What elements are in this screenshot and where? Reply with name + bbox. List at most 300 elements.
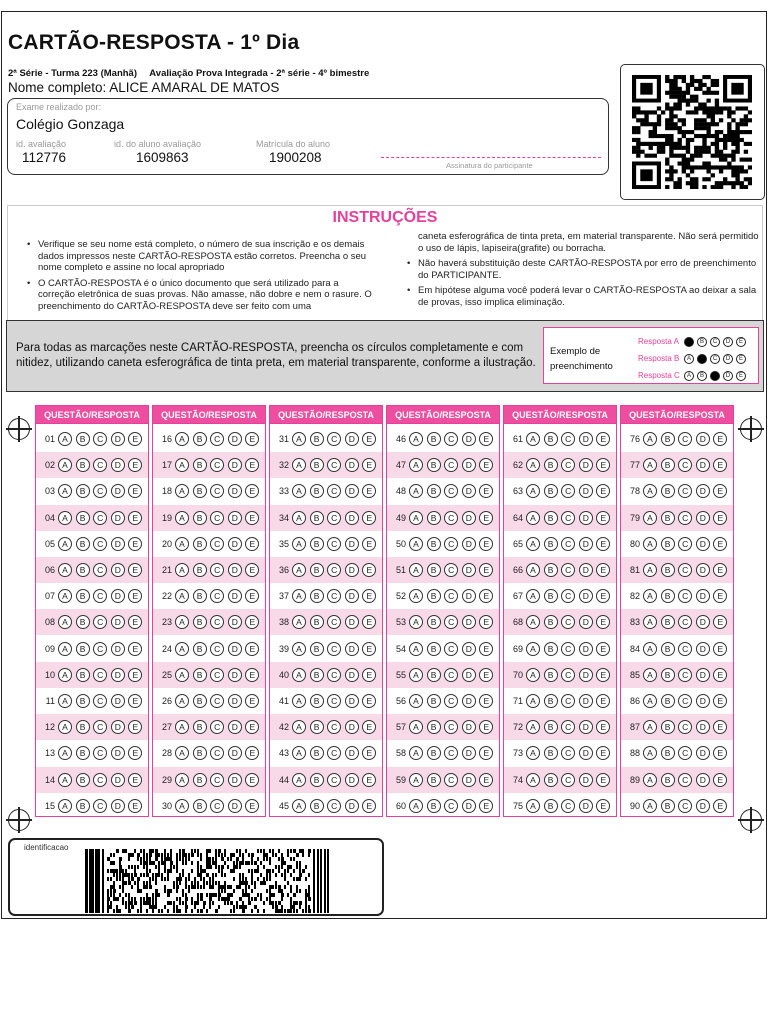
answer-bubble-c[interactable]: C [444,589,458,603]
answer-bubble-e[interactable]: E [713,563,727,577]
answer-bubble-b[interactable]: B [76,668,90,682]
answer-bubble-e[interactable]: E [362,615,376,629]
answer-bubble-c[interactable]: C [678,484,692,498]
answer-bubble-e[interactable]: E [128,615,142,629]
answer-bubble-b[interactable]: B [76,773,90,787]
answer-bubble-e[interactable]: E [128,537,142,551]
answer-bubble-c[interactable]: C [210,432,224,446]
answer-bubble-a[interactable]: A [175,720,189,734]
answer-bubble-e[interactable]: E [128,773,142,787]
answer-bubble-b[interactable]: B [661,589,675,603]
answer-bubble-b[interactable]: B [661,773,675,787]
answer-bubble-b[interactable]: B [427,746,441,760]
answer-bubble-b[interactable]: B [76,720,90,734]
answer-bubble-c[interactable]: C [678,432,692,446]
answer-bubble-d[interactable]: D [579,799,593,813]
answer-bubble-a[interactable]: A [526,694,540,708]
answer-bubble-a[interactable]: A [175,511,189,525]
answer-bubble-a[interactable]: A [58,720,72,734]
answer-bubble-b[interactable]: B [544,694,558,708]
answer-bubble-e[interactable]: E [596,432,610,446]
answer-bubble-e[interactable]: E [713,511,727,525]
answer-bubble-c[interactable]: C [93,484,107,498]
answer-bubble-e[interactable]: E [713,668,727,682]
answer-bubble-c[interactable]: C [561,799,575,813]
answer-bubble-a[interactable]: A [292,720,306,734]
answer-bubble-e[interactable]: E [245,746,259,760]
answer-bubble-e[interactable]: E [713,615,727,629]
answer-bubble-e[interactable]: E [479,563,493,577]
answer-bubble-b[interactable]: B [193,642,207,656]
answer-bubble-b[interactable]: B [76,432,90,446]
answer-bubble-c[interactable]: C [210,773,224,787]
answer-bubble-c[interactable]: C [444,458,458,472]
answer-bubble-a[interactable]: A [292,694,306,708]
answer-bubble-c[interactable]: C [444,563,458,577]
answer-bubble-d[interactable]: D [462,694,476,708]
answer-bubble-b[interactable]: B [193,746,207,760]
answer-bubble-c[interactable]: C [678,563,692,577]
answer-bubble-a[interactable]: A [526,563,540,577]
answer-bubble-e[interactable]: E [128,432,142,446]
answer-bubble-d[interactable]: D [345,694,359,708]
answer-bubble-c[interactable]: C [678,642,692,656]
answer-bubble-c[interactable]: C [327,746,341,760]
answer-bubble-c[interactable]: C [210,458,224,472]
answer-bubble-d[interactable]: D [462,746,476,760]
answer-bubble-e[interactable]: E [362,668,376,682]
answer-bubble-c[interactable]: C [327,432,341,446]
answer-bubble-a[interactable]: A [526,720,540,734]
answer-bubble-b[interactable]: B [427,589,441,603]
answer-bubble-d[interactable]: D [345,799,359,813]
answer-bubble-e[interactable]: E [713,694,727,708]
answer-bubble-e[interactable]: E [596,484,610,498]
answer-bubble-b[interactable]: B [544,563,558,577]
answer-bubble-c[interactable]: C [93,773,107,787]
answer-bubble-b[interactable]: B [76,694,90,708]
answer-bubble-e[interactable]: E [362,642,376,656]
answer-bubble-b[interactable]: B [193,537,207,551]
answer-bubble-b[interactable]: B [193,799,207,813]
answer-bubble-b[interactable]: B [661,746,675,760]
answer-bubble-d[interactable]: D [696,694,710,708]
answer-bubble-b[interactable]: B [544,720,558,734]
answer-bubble-e[interactable]: E [713,773,727,787]
answer-bubble-d[interactable]: D [111,537,125,551]
answer-bubble-d[interactable]: D [345,773,359,787]
answer-bubble-c[interactable]: C [444,537,458,551]
answer-bubble-e[interactable]: E [713,458,727,472]
answer-bubble-e[interactable]: E [245,799,259,813]
answer-bubble-d[interactable]: D [228,484,242,498]
answer-bubble-c[interactable]: C [93,668,107,682]
answer-bubble-b[interactable]: B [193,432,207,446]
answer-bubble-c[interactable]: C [327,773,341,787]
answer-bubble-e[interactable]: E [479,773,493,787]
answer-bubble-d[interactable]: D [228,458,242,472]
answer-bubble-c[interactable]: C [561,432,575,446]
answer-bubble-c[interactable]: C [444,432,458,446]
answer-bubble-b[interactable]: B [76,615,90,629]
answer-bubble-b[interactable]: B [427,458,441,472]
answer-bubble-a[interactable]: A [175,615,189,629]
answer-bubble-d[interactable]: D [462,668,476,682]
answer-bubble-d[interactable]: D [345,615,359,629]
answer-bubble-a[interactable]: A [643,511,657,525]
answer-bubble-e[interactable]: E [479,537,493,551]
answer-bubble-c[interactable]: C [327,694,341,708]
answer-bubble-d[interactable]: D [696,432,710,446]
answer-bubble-a[interactable]: A [643,589,657,603]
answer-bubble-d[interactable]: D [696,589,710,603]
answer-bubble-c[interactable]: C [561,746,575,760]
answer-bubble-c[interactable]: C [93,642,107,656]
answer-bubble-b[interactable]: B [310,694,324,708]
answer-bubble-c[interactable]: C [210,720,224,734]
answer-bubble-e[interactable]: E [128,642,142,656]
answer-bubble-a[interactable]: A [292,589,306,603]
answer-bubble-e[interactable]: E [128,668,142,682]
answer-bubble-a[interactable]: A [643,773,657,787]
answer-bubble-e[interactable]: E [596,694,610,708]
answer-bubble-d[interactable]: D [111,511,125,525]
answer-bubble-d[interactable]: D [462,615,476,629]
answer-bubble-b[interactable]: B [310,773,324,787]
answer-bubble-b[interactable]: B [544,746,558,760]
answer-bubble-d[interactable]: D [579,773,593,787]
answer-bubble-a[interactable]: A [175,746,189,760]
answer-bubble-a[interactable]: A [58,615,72,629]
answer-bubble-c[interactable]: C [444,773,458,787]
answer-bubble-e[interactable]: E [596,537,610,551]
answer-bubble-c[interactable]: C [678,668,692,682]
answer-bubble-d[interactable]: D [462,563,476,577]
answer-bubble-b[interactable]: B [427,668,441,682]
answer-bubble-b[interactable]: B [310,642,324,656]
answer-bubble-e[interactable]: E [596,642,610,656]
answer-bubble-e[interactable]: E [245,537,259,551]
answer-bubble-c[interactable]: C [210,746,224,760]
answer-bubble-a[interactable]: A [175,484,189,498]
answer-bubble-d[interactable]: D [462,537,476,551]
answer-bubble-e[interactable]: E [479,694,493,708]
answer-bubble-c[interactable]: C [210,694,224,708]
answer-bubble-a[interactable]: A [292,537,306,551]
answer-bubble-a[interactable]: A [292,799,306,813]
answer-bubble-a[interactable]: A [58,589,72,603]
answer-bubble-c[interactable]: C [93,511,107,525]
answer-bubble-a[interactable]: A [292,511,306,525]
answer-bubble-a[interactable]: A [643,458,657,472]
answer-bubble-a[interactable]: A [409,615,423,629]
answer-bubble-b[interactable]: B [310,537,324,551]
answer-bubble-e[interactable]: E [245,720,259,734]
answer-bubble-c[interactable]: C [444,615,458,629]
answer-bubble-e[interactable]: E [128,511,142,525]
answer-bubble-c[interactable]: C [678,537,692,551]
answer-bubble-b[interactable]: B [193,773,207,787]
answer-bubble-d[interactable]: D [228,537,242,551]
answer-bubble-a[interactable]: A [526,773,540,787]
answer-bubble-d[interactable]: D [579,746,593,760]
answer-bubble-b[interactable]: B [310,432,324,446]
answer-bubble-e[interactable]: E [479,458,493,472]
answer-bubble-c[interactable]: C [210,484,224,498]
answer-bubble-d[interactable]: D [462,484,476,498]
answer-bubble-b[interactable]: B [310,563,324,577]
answer-bubble-a[interactable]: A [526,458,540,472]
answer-bubble-e[interactable]: E [479,484,493,498]
answer-bubble-c[interactable]: C [561,773,575,787]
answer-bubble-b[interactable]: B [310,458,324,472]
answer-bubble-e[interactable]: E [245,563,259,577]
answer-bubble-e[interactable]: E [596,563,610,577]
answer-bubble-c[interactable]: C [93,458,107,472]
answer-bubble-d[interactable]: D [345,432,359,446]
answer-bubble-e[interactable]: E [245,615,259,629]
answer-bubble-e[interactable]: E [596,799,610,813]
answer-bubble-a[interactable]: A [643,432,657,446]
answer-bubble-e[interactable]: E [245,432,259,446]
answer-bubble-a[interactable]: A [526,799,540,813]
answer-bubble-e[interactable]: E [479,432,493,446]
answer-bubble-b[interactable]: B [76,484,90,498]
answer-bubble-b[interactable]: B [427,432,441,446]
answer-bubble-c[interactable]: C [678,746,692,760]
answer-bubble-d[interactable]: D [696,773,710,787]
answer-bubble-d[interactable]: D [696,511,710,525]
answer-bubble-c[interactable]: C [561,537,575,551]
answer-bubble-e[interactable]: E [245,589,259,603]
answer-bubble-a[interactable]: A [58,563,72,577]
answer-bubble-a[interactable]: A [526,484,540,498]
answer-bubble-b[interactable]: B [76,642,90,656]
answer-bubble-b[interactable]: B [427,642,441,656]
answer-bubble-a[interactable]: A [526,746,540,760]
answer-bubble-e[interactable]: E [713,720,727,734]
answer-bubble-b[interactable]: B [544,537,558,551]
answer-bubble-d[interactable]: D [579,694,593,708]
answer-bubble-d[interactable]: D [228,511,242,525]
answer-bubble-c[interactable]: C [444,720,458,734]
answer-bubble-a[interactable]: A [58,511,72,525]
answer-bubble-b[interactable]: B [310,720,324,734]
answer-bubble-a[interactable]: A [175,694,189,708]
answer-bubble-e[interactable]: E [479,615,493,629]
answer-bubble-a[interactable]: A [175,799,189,813]
answer-bubble-c[interactable]: C [327,668,341,682]
answer-bubble-c[interactable]: C [93,563,107,577]
answer-bubble-c[interactable]: C [444,668,458,682]
answer-bubble-e[interactable]: E [362,773,376,787]
answer-bubble-b[interactable]: B [544,642,558,656]
answer-bubble-a[interactable]: A [643,615,657,629]
answer-bubble-b[interactable]: B [193,589,207,603]
answer-bubble-a[interactable]: A [526,642,540,656]
answer-bubble-a[interactable]: A [58,432,72,446]
answer-bubble-b[interactable]: B [193,458,207,472]
answer-bubble-d[interactable]: D [111,432,125,446]
answer-bubble-d[interactable]: D [228,746,242,760]
answer-bubble-a[interactable]: A [175,432,189,446]
answer-bubble-c[interactable]: C [678,720,692,734]
answer-bubble-c[interactable]: C [327,720,341,734]
answer-bubble-c[interactable]: C [678,589,692,603]
answer-bubble-c[interactable]: C [561,563,575,577]
answer-bubble-e[interactable]: E [245,773,259,787]
answer-bubble-d[interactable]: D [579,537,593,551]
answer-bubble-a[interactable]: A [643,668,657,682]
answer-bubble-d[interactable]: D [579,668,593,682]
answer-bubble-b[interactable]: B [661,668,675,682]
answer-bubble-a[interactable]: A [643,694,657,708]
answer-bubble-c[interactable]: C [327,799,341,813]
answer-bubble-b[interactable]: B [310,589,324,603]
answer-bubble-b[interactable]: B [76,537,90,551]
answer-bubble-a[interactable]: A [292,484,306,498]
answer-bubble-d[interactable]: D [228,563,242,577]
answer-bubble-d[interactable]: D [111,746,125,760]
answer-bubble-b[interactable]: B [427,694,441,708]
answer-bubble-a[interactable]: A [292,668,306,682]
answer-bubble-b[interactable]: B [544,511,558,525]
answer-bubble-e[interactable]: E [479,511,493,525]
answer-bubble-e[interactable]: E [362,720,376,734]
answer-bubble-d[interactable]: D [696,799,710,813]
answer-bubble-e[interactable]: E [362,799,376,813]
answer-bubble-d[interactable]: D [579,563,593,577]
answer-bubble-e[interactable]: E [362,432,376,446]
answer-bubble-a[interactable]: A [643,799,657,813]
answer-bubble-d[interactable]: D [345,484,359,498]
answer-bubble-d[interactable]: D [345,511,359,525]
answer-bubble-c[interactable]: C [444,799,458,813]
answer-bubble-e[interactable]: E [713,432,727,446]
answer-bubble-d[interactable]: D [228,694,242,708]
answer-bubble-b[interactable]: B [661,694,675,708]
answer-bubble-c[interactable]: C [210,668,224,682]
answer-bubble-a[interactable]: A [643,484,657,498]
signature-line[interactable] [381,157,601,158]
answer-bubble-c[interactable]: C [210,642,224,656]
answer-bubble-c[interactable]: C [327,615,341,629]
answer-bubble-e[interactable]: E [128,484,142,498]
answer-bubble-c[interactable]: C [678,458,692,472]
answer-bubble-d[interactable]: D [579,458,593,472]
answer-bubble-b[interactable]: B [544,773,558,787]
answer-bubble-c[interactable]: C [327,511,341,525]
answer-bubble-e[interactable]: E [362,484,376,498]
answer-bubble-d[interactable]: D [579,642,593,656]
answer-bubble-a[interactable]: A [175,589,189,603]
answer-bubble-c[interactable]: C [210,799,224,813]
answer-bubble-a[interactable]: A [643,746,657,760]
answer-bubble-d[interactable]: D [579,484,593,498]
answer-bubble-d[interactable]: D [111,615,125,629]
answer-bubble-b[interactable]: B [310,484,324,498]
answer-bubble-c[interactable]: C [561,511,575,525]
answer-bubble-b[interactable]: B [76,511,90,525]
answer-bubble-c[interactable]: C [327,458,341,472]
answer-bubble-e[interactable]: E [596,511,610,525]
answer-bubble-c[interactable]: C [93,589,107,603]
answer-bubble-b[interactable]: B [661,720,675,734]
answer-bubble-b[interactable]: B [544,668,558,682]
answer-bubble-c[interactable]: C [444,746,458,760]
answer-bubble-c[interactable]: C [678,694,692,708]
answer-bubble-e[interactable]: E [479,799,493,813]
answer-bubble-c[interactable]: C [561,589,575,603]
answer-bubble-d[interactable]: D [111,668,125,682]
answer-bubble-e[interactable]: E [245,458,259,472]
answer-bubble-a[interactable]: A [175,537,189,551]
answer-bubble-a[interactable]: A [643,642,657,656]
answer-bubble-e[interactable]: E [128,589,142,603]
answer-bubble-a[interactable]: A [292,773,306,787]
answer-bubble-d[interactable]: D [228,799,242,813]
answer-bubble-c[interactable]: C [327,563,341,577]
answer-bubble-c[interactable]: C [210,511,224,525]
answer-bubble-c[interactable]: C [444,511,458,525]
answer-bubble-e[interactable]: E [713,642,727,656]
answer-bubble-e[interactable]: E [362,563,376,577]
answer-bubble-d[interactable]: D [228,720,242,734]
answer-bubble-b[interactable]: B [427,773,441,787]
answer-bubble-d[interactable]: D [462,432,476,446]
answer-bubble-a[interactable]: A [292,746,306,760]
answer-bubble-a[interactable]: A [58,458,72,472]
answer-bubble-d[interactable]: D [696,668,710,682]
answer-bubble-a[interactable]: A [175,563,189,577]
answer-bubble-b[interactable]: B [427,484,441,498]
answer-bubble-e[interactable]: E [596,668,610,682]
answer-bubble-e[interactable]: E [362,537,376,551]
answer-bubble-d[interactable]: D [462,799,476,813]
answer-bubble-b[interactable]: B [427,720,441,734]
answer-bubble-e[interactable]: E [128,746,142,760]
answer-bubble-e[interactable]: E [362,694,376,708]
answer-bubble-c[interactable]: C [93,746,107,760]
answer-bubble-c[interactable]: C [93,615,107,629]
answer-bubble-d[interactable]: D [462,511,476,525]
answer-bubble-b[interactable]: B [661,458,675,472]
answer-bubble-c[interactable]: C [327,589,341,603]
answer-bubble-b[interactable]: B [193,484,207,498]
answer-bubble-e[interactable]: E [596,720,610,734]
answer-bubble-d[interactable]: D [696,484,710,498]
answer-bubble-c[interactable]: C [561,720,575,734]
answer-bubble-c[interactable]: C [678,799,692,813]
answer-bubble-b[interactable]: B [310,615,324,629]
answer-bubble-d[interactable]: D [696,642,710,656]
answer-bubble-d[interactable]: D [345,746,359,760]
answer-bubble-e[interactable]: E [479,746,493,760]
answer-bubble-d[interactable]: D [579,511,593,525]
answer-bubble-b[interactable]: B [193,563,207,577]
answer-bubble-d[interactable]: D [111,458,125,472]
answer-bubble-a[interactable]: A [175,773,189,787]
answer-bubble-d[interactable]: D [228,642,242,656]
answer-bubble-b[interactable]: B [544,458,558,472]
answer-bubble-a[interactable]: A [409,773,423,787]
answer-bubble-c[interactable]: C [327,537,341,551]
answer-bubble-d[interactable]: D [111,642,125,656]
answer-bubble-d[interactable]: D [228,589,242,603]
answer-bubble-d[interactable]: D [579,615,593,629]
answer-bubble-c[interactable]: C [93,694,107,708]
answer-bubble-a[interactable]: A [292,458,306,472]
